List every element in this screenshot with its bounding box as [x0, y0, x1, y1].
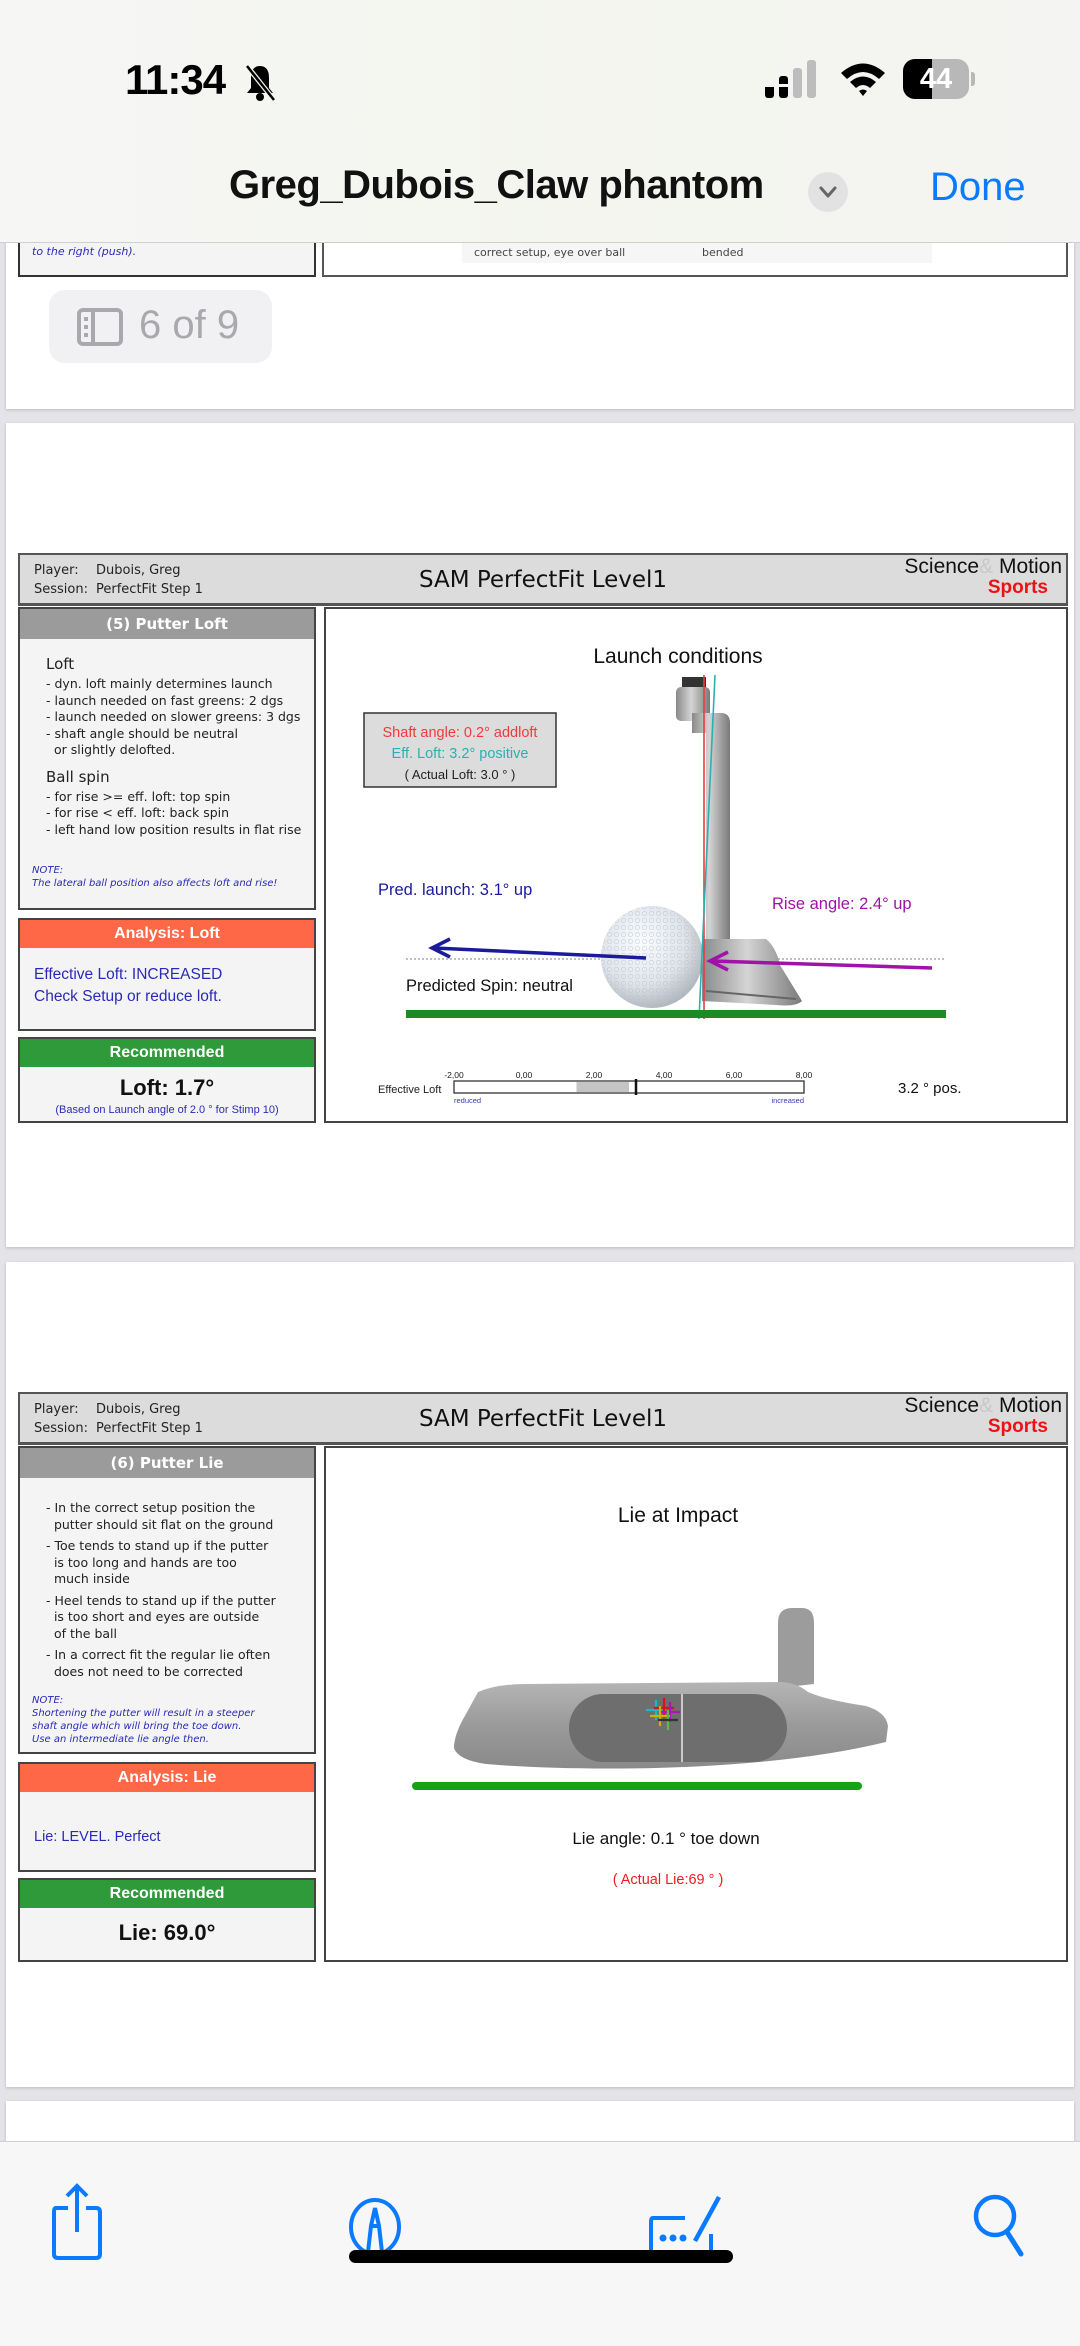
- shaft-angle-text: Shaft angle: 0.2° addloft: [382, 725, 538, 741]
- sidebar-icon: [77, 308, 123, 346]
- page-indicator[interactable]: [49, 290, 272, 363]
- lie-section-title: (6) Putter Lie: [20, 1448, 314, 1478]
- lie-at-impact-graphic: [326, 1448, 1066, 1960]
- chevron-down-icon: [808, 172, 848, 212]
- logo-ampersand: &: [979, 555, 994, 578]
- info-item: - Heel tends to stand up if the putter is too short and eyes are outside of the ball: [46, 1592, 276, 1641]
- scale-tick-label: 8,00: [795, 1070, 813, 1080]
- info-line: - shaft angle should be neutral: [46, 725, 238, 741]
- logo-ampersand: &: [979, 1394, 994, 1417]
- battery-icon: [903, 59, 975, 99]
- info-line: or slightly delofted.: [46, 742, 176, 757]
- loft-heading: Loft: [46, 655, 75, 673]
- report-title: SAM PerfectFit Level1: [418, 567, 668, 593]
- lie-note: [32, 1694, 255, 1746]
- recommended-note: (Based on Launch angle of 2.0 ° for Stimp 10): [55, 1104, 279, 1116]
- chart-title: Lie at Impact: [617, 1504, 739, 1527]
- prev-note-box: [18, 243, 316, 277]
- session-value: PerfectFit Step 1: [96, 582, 203, 597]
- analysis-title: Analysis: Lie: [20, 1764, 314, 1792]
- info-item: - Toe tends to stand up if the putter is too long and hands are too much inside: [46, 1538, 269, 1586]
- note-label: NOTE:: [32, 865, 64, 876]
- info-line: - launch needed on slower greens: 3 dgs: [46, 709, 301, 724]
- science-motion-logo: [904, 556, 1062, 598]
- pred-launch-text: Pred. launch: 3.1° up: [378, 881, 533, 899]
- lie-at-impact-panel: [324, 1446, 1068, 1962]
- actual-loft-text: ( Actual Loft: 3.0 ° ): [404, 767, 516, 782]
- home-indicator[interactable]: [349, 2250, 733, 2263]
- scale-low-label: reduced: [454, 1096, 482, 1105]
- recommended-value: Loft: 1.7°: [119, 1075, 215, 1100]
- done-button[interactable]: Done: [930, 165, 1026, 209]
- prev-note-text: to the right (push).: [32, 245, 137, 258]
- analysis-line: Lie: LEVEL. Perfect: [34, 1829, 161, 1845]
- loft-info-box: [18, 607, 316, 910]
- bottom-toolbar: [0, 2141, 1080, 2346]
- note-line: Use an intermediate lie angle then.: [32, 1734, 209, 1745]
- lie-info-box: [18, 1446, 316, 1754]
- putter-face-view: [454, 1608, 888, 1769]
- loft-analysis-box: [18, 918, 316, 1031]
- rise-angle-text: Rise angle: 2.4° up: [772, 895, 912, 913]
- session-label: Session:: [34, 1421, 88, 1436]
- player-value: Dubois, Greg: [96, 563, 181, 578]
- prev-table-box: [322, 243, 1068, 277]
- recommended-title: Recommended: [20, 1039, 314, 1067]
- prev-table-cell: bended: [702, 246, 744, 259]
- analysis-title: Analysis: Loft: [20, 920, 314, 948]
- share-icon[interactable]: [44, 2182, 114, 2262]
- info-line: - dyn. loft mainly determines launch: [46, 676, 273, 691]
- status-time: 11:34: [125, 56, 226, 103]
- scale-label: Effective Loft: [378, 1084, 442, 1096]
- analysis-line: Effective Loft: INCREASED: [34, 966, 223, 983]
- info-line: - launch needed on fast greens: 2 dgs: [46, 692, 284, 708]
- chart-title: Launch conditions: [593, 645, 763, 668]
- loft-note: [32, 864, 277, 890]
- note-text: The lateral ball position also affects loft and rise!: [32, 878, 278, 889]
- loft-recommended-box: [18, 1037, 316, 1123]
- lie-angle-text: Lie angle: 0.1 ° toe down: [572, 1829, 760, 1848]
- bell-slash-icon: [243, 62, 277, 102]
- eff-loft-text: Eff. Loft: 3.2° positive: [391, 746, 529, 762]
- launch-conditions-panel: [324, 607, 1068, 1123]
- logo-word-motion: Motion: [998, 555, 1062, 578]
- report-header: [18, 553, 1068, 606]
- loft-section-title: (5) Putter Loft: [20, 609, 314, 639]
- info-line: - left hand low position results in flat rise: [46, 821, 302, 837]
- info-item: - In the correct setup position the putter should sit flat on the ground: [46, 1500, 274, 1532]
- report-title: SAM PerfectFit Level1: [418, 1406, 668, 1432]
- scale-high-label: increased: [771, 1096, 804, 1105]
- logo-word-science: Science: [904, 555, 980, 578]
- page-indicator-label: 6 of 9: [139, 303, 240, 347]
- predicted-spin-text: Predicted Spin: neutral: [406, 977, 573, 995]
- info-item: - In a correct fit the regular lie often does not need to be corrected: [46, 1647, 271, 1679]
- cellular-signal-icon: [765, 60, 825, 100]
- science-motion-logo: [904, 1395, 1062, 1437]
- pdf-page-putter-lie: [6, 1262, 1074, 2087]
- lie-recommended-box: [18, 1878, 316, 1962]
- scale-tick-label: 4,00: [655, 1070, 673, 1080]
- loft-info-body: [20, 639, 314, 838]
- ground-line: [406, 1010, 946, 1018]
- launch-conditions-graphic: [326, 609, 1066, 1121]
- player-label: Player:: [34, 1402, 79, 1417]
- actual-lie-text: ( Actual Lie:69 ° ): [612, 1872, 724, 1888]
- wifi-icon: [838, 60, 888, 98]
- info-line: - for rise < eff. loft: back spin: [46, 805, 230, 820]
- ball-spin-heading: Ball spin: [46, 767, 110, 786]
- lie-analysis-box: [18, 1762, 316, 1872]
- note-line: Shortening the putter will result in a steeper: [32, 1708, 255, 1719]
- recommended-value: Lie: 69.0°: [118, 1920, 216, 1945]
- logo-word-motion: Motion: [998, 1394, 1062, 1417]
- logo-word-science: Science: [904, 1394, 980, 1417]
- analysis-line: Check Setup or reduce loft.: [34, 988, 222, 1005]
- session-value: PerfectFit Step 1: [96, 1421, 203, 1436]
- ground-line: [412, 1782, 862, 1790]
- scale-tick-label: 6,00: [725, 1070, 743, 1080]
- title-menu-button[interactable]: [808, 172, 848, 212]
- note-label: NOTE:: [32, 1695, 64, 1706]
- recommended-title: Recommended: [20, 1880, 314, 1908]
- info-line: - for rise >= eff. loft: top spin: [46, 788, 231, 804]
- prev-table-cell: correct setup, eye over ball: [474, 246, 626, 259]
- pdf-page-putter-loft: [6, 423, 1074, 1247]
- scale-tick-label: 0,00: [515, 1070, 533, 1080]
- player-label: Player:: [34, 563, 79, 578]
- note-line: shaft angle which will bring the toe down.: [32, 1721, 242, 1732]
- logo-word-sports: Sports: [987, 1416, 1048, 1437]
- scale-tick-label: 2,00: [585, 1070, 603, 1080]
- search-icon[interactable]: [965, 2182, 1035, 2262]
- effective-loft-scale: [444, 1070, 812, 1105]
- lie-info-body: [20, 1478, 314, 1680]
- report-header: [18, 1392, 1068, 1445]
- battery-level: 44: [919, 63, 953, 95]
- prev-table-row: [462, 243, 932, 263]
- scale-tick-label: -2,00: [444, 1070, 464, 1080]
- player-value: Dubois, Greg: [96, 1402, 181, 1417]
- session-label: Session:: [34, 582, 88, 597]
- scale-readout: 3.2 ° pos.: [898, 1080, 962, 1097]
- logo-word-sports: Sports: [987, 577, 1048, 598]
- scale-optimal-range: [577, 1082, 630, 1092]
- document-title[interactable]: Greg_Dubois_Claw phantom: [229, 163, 764, 207]
- navigation-bar: [0, 0, 1080, 243]
